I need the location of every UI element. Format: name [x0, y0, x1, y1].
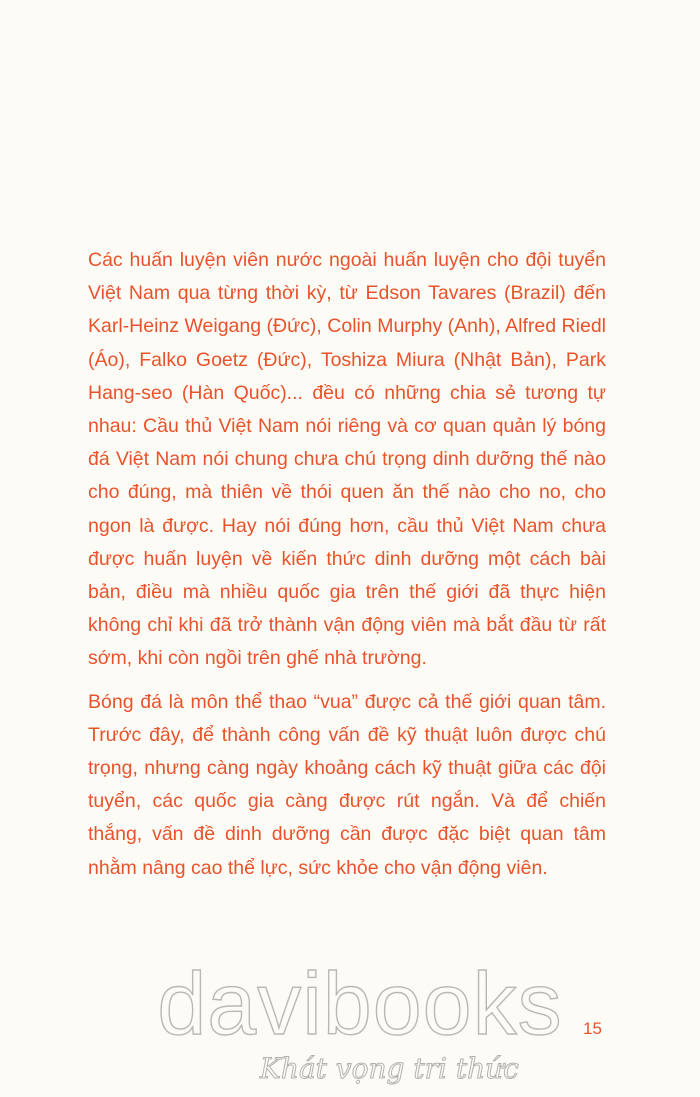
paragraph-1: Các huấn luyện viên nước ngoài huấn luyện cho đội tuyển Việt Nam qua từng thời kỳ, từ Edson Tavares (Brazil) đến Karl-Heinz Weigang (Đức), Colin Murphy (Anh), Alfred Riedl (Áo), Falko Goetz (Đức), Toshiza Miura (Nhật Bản), Park Hang-seo (Hàn Quốc)... đều có những chia sẻ tương tự nhau: Cầu thủ Việt Nam nói riêng và cơ quan quản lý bóng đá Việt Nam nói chung chưa chú trọng dinh dưỡng thế nào cho đúng, mà thiên về thói quen ăn thế nào cho no, cho ngon là được. Hay nói đúng hơn, cầu thủ Việt Nam chưa được huấn luyện về kiến thức dinh dưỡng một cách bài bản, điều mà nhiều quốc gia trên thế giới đã thực hiện không chỉ khi đã trở thành vận động viên mà bắt đầu từ rất sớm, khi còn ngồi trên ghế nhà trường.	[88, 249, 606, 670]
body-text	[88, 244, 606, 895]
watermark-tagline: Khát vọng tri thức	[260, 1052, 519, 1085]
watermark	[150, 954, 570, 1085]
page-number: 15	[583, 1019, 602, 1038]
paragraph-2: Bóng đá là môn thể thao “vua” được cả thế giới quan tâm. Trước đây, để thành công vấn đề kỹ thuật luôn được chú trọng, nhưng càng ngày khoảng cách kỹ thuật giữa các đội tuyển, các quốc gia càng được rút ngắn. Và để chiến thắng, vấn đề dinh dưỡng cần được đặc biệt quan tâm nhằm nâng cao thể lực, sức khỏe cho vận động viên.	[88, 690, 606, 879]
watermark-brand: davibooks	[157, 954, 563, 1053]
